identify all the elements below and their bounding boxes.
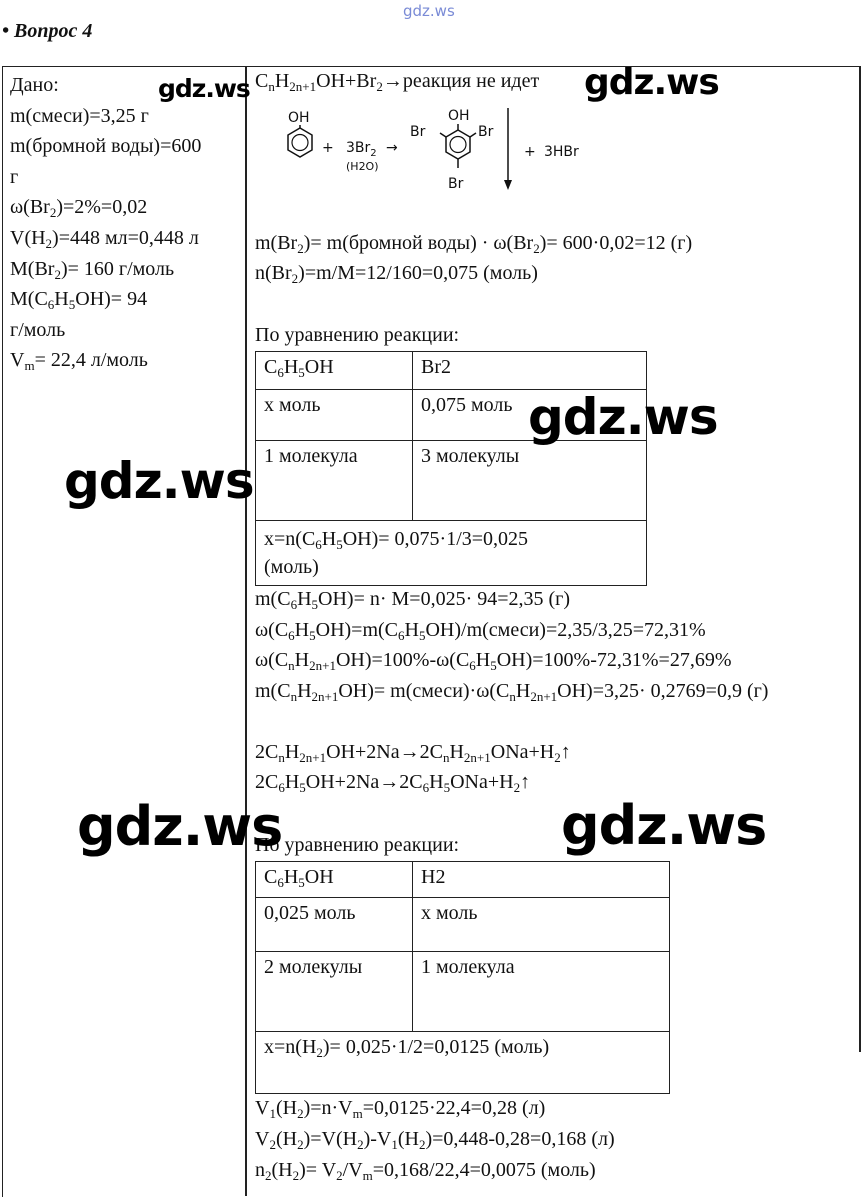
reaction-arrow: → [386, 140, 398, 156]
table1-result: $x=n(C_6H_5OH)= 0,075\cdot 1/3=0,025$ (моль) [256, 521, 647, 586]
watermark-1: gdz.ws [158, 74, 250, 103]
table2-result: $x=n(H_2)= 0,025\cdot 1/2=0,0125$ (моль) [256, 1032, 670, 1094]
product-oh-label: OH [448, 108, 470, 124]
bromine-bottom: Br [448, 176, 464, 192]
ratio-table-2 [255, 861, 670, 1094]
plus-sign-2: + [524, 144, 536, 160]
watermark-4: gdz.ws [64, 452, 254, 510]
table2-cell-phenol-mol: 0,025 моль [256, 898, 413, 952]
bromination-scheme [270, 104, 610, 196]
reaction-condition: (H2O) [346, 160, 379, 173]
bromine-reagent: $3Br_2$ [346, 140, 377, 159]
table1-header-br2: Br2 [413, 352, 647, 390]
by-equation-label-2: По уравнению реакции: [255, 834, 460, 856]
table2-cell-1-molecule: 1 молекула [413, 952, 670, 1032]
table1-cell-x-mol: x моль [256, 390, 413, 441]
calc-mass-phenol: $m(C_6H_5OH)= n\cdot M=0,025\cdot 94=2,35$ (г) [255, 588, 571, 612]
top-watermark: gdz.ws [403, 2, 455, 20]
plus-sign-1: + [322, 140, 334, 156]
table2-cell-2-molecules: 2 молекулы [256, 952, 413, 1032]
given-molar-mass-phenol: $M(C_6H_5OH)= 94$ [10, 288, 148, 313]
reaction-alcohol-sodium: $2C_nH_{2n+1}OH+2Na\to 2C_nH_{2n+1}ONa+H_2↑$ [255, 741, 571, 765]
calc-volume-h2-alcohol: $V_2(H_2)=V(H_2)-V_1(H_2)=0,448-0,28=0,168$ (л) [255, 1128, 615, 1152]
ratio-table-1 [255, 351, 647, 586]
calc-moles-h2-alcohol: $n_2(H_2)= V_2/V_m=0,168/22,4=0,0075$ (моль) [255, 1159, 596, 1183]
calc-mass-alcohol: $m(C_nH_{2n+1}OH)=$ $m(смеси)\cdot\omega(C_nH_{2n+1}OH)=3,25\cdot 0,2769=0,9$ (г) [255, 680, 769, 704]
calc-mass-br2: $m(Br_2)=$ m(бромной воды) · $\omega(Br_2)= 600\cdot 0,02=12$ (г) [255, 232, 693, 256]
table2-cell-x-mol: x моль [413, 898, 670, 952]
given-omega-br2: $\omega(Br_2)=2\%=0,02$ [10, 196, 148, 221]
table2-header-phenol: $C_6H_5OH$ [256, 862, 413, 898]
product-ring-circle [450, 137, 466, 153]
calc-omega-alcohol: $\omega(C_nH_{2n+1}OH)=100\%-\omega(C_6H_5OH)=100\%-72,31\%=27,69\%$ [255, 649, 732, 673]
watermark-5: gdz.ws [77, 795, 283, 858]
given-unit-g-mol: г/моль [10, 318, 66, 341]
table1-header-phenol: $C_6H_5OH$ [256, 352, 413, 390]
watermark-2: gdz.ws [584, 62, 719, 103]
by-equation-label-1: По уравнению реакции: [255, 324, 460, 346]
calc-moles-br2: $n(Br_2)=m/M=12/160=0,075$ (моль) [255, 262, 538, 286]
calc-volume-h2-phenol: $V_1(H_2)=n\cdot V_m=0,0125\cdot 22,4=0,28$ (л) [255, 1097, 546, 1121]
table1-cell-3-molecules: 3 молекулы [413, 441, 647, 521]
phenol-oh-label: OH [288, 110, 310, 126]
frame-right-border [859, 66, 861, 1052]
given-volume-h2: $V(H_2)=448$ мл=0,448 л [10, 226, 199, 251]
bromine-right: Br [478, 124, 494, 140]
given-molar-volume: $V_m= 22,4$ л/моль [10, 349, 148, 374]
table1-cell-br2-mol: 0,075 моль [413, 390, 647, 441]
reaction-alcohol-no-reaction: $C_nH_{2n+1}OH+Br_2\to реакция$ не идет [255, 70, 540, 94]
phenol-ring-circle [292, 135, 308, 151]
given-unit-g: г [10, 165, 19, 188]
question-title: • Вопрос 4 [2, 20, 93, 42]
calc-omega-phenol: $\omega(C_6H_5OH)=m(C_6H_5OH)/m(смеси)=2,35/3,25=72,31\%$ [255, 619, 706, 643]
bromine-left: Br [410, 124, 426, 140]
table2-header-h2: H2 [413, 862, 670, 898]
given-molar-mass-br2: $M(Br_2)= 160$ г/моль [10, 257, 175, 282]
table1-cell-1-molecule: 1 молекула [256, 441, 413, 521]
column-divider [245, 66, 247, 1196]
given-column [10, 70, 242, 376]
watermark-3: gdz.ws [528, 388, 718, 446]
given-mass-bromine-water: m(бромной воды)=600 [10, 135, 202, 158]
watermark-6: gdz.ws [561, 794, 767, 857]
reaction-phenol-sodium: $2C_6H_5OH+2Na\to 2C_6H_5ONa+H_2↑$ [255, 771, 531, 795]
hbr-product: 3HBr [544, 144, 579, 160]
given-heading: Дано: [10, 74, 59, 96]
given-mass-mixture: m(смеси)=3,25 г [10, 104, 149, 127]
